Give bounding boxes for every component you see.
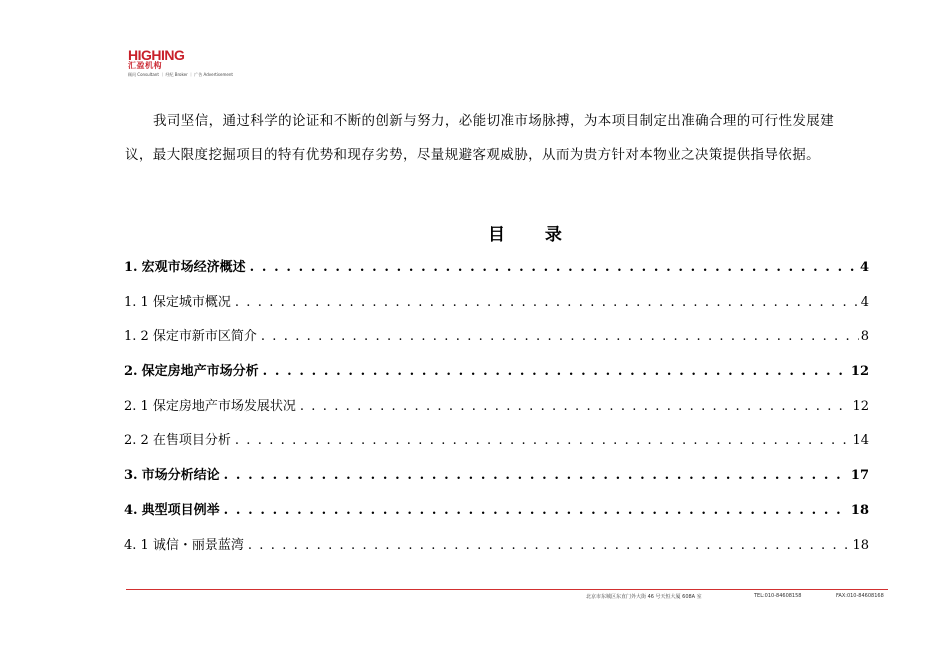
toc-leader-dots	[261, 329, 859, 344]
toc-entry-number: 4.	[124, 502, 138, 518]
toc-entry-text: 在售项目分析	[152, 433, 231, 449]
footer-address: 北京市东城区东直门外大街 46 号天恒大厦 608A 室	[586, 594, 702, 600]
company-logo	[128, 48, 268, 82]
toc-entry[interactable]	[124, 499, 869, 534]
footer-fax: FAX:010-84608168	[836, 593, 884, 599]
logo-chinese-name: 汇盈机构	[128, 61, 162, 70]
toc-entry-page: 12	[850, 364, 869, 380]
toc-leader-dots	[224, 503, 849, 518]
toc-leader-dots	[263, 364, 849, 379]
toc-entry-number: 1. 2	[124, 329, 149, 345]
toc-entry[interactable]	[124, 291, 869, 326]
toc-entry[interactable]	[124, 534, 869, 569]
toc-title: 目 录	[488, 225, 579, 245]
toc-entry-number: 4. 1	[124, 537, 149, 553]
toc-entry-number: 2. 2	[124, 433, 149, 449]
toc-entry-number: 1.	[124, 260, 138, 275]
toc-entry-page: 14	[852, 433, 869, 449]
intro-paragraph-text: 我司坚信，通过科学的论证和不断的创新与努力，必能切准市场脉搏，为本项目制定出准确合理的可行性发展建议，最大限度挖掘项目的特有优势和现存劣势，尽量规避客观威胁，从而为贵方针对本物业之决策提供指导依据。	[125, 113, 835, 163]
table-of-contents	[124, 256, 869, 568]
toc-entry-text: 典型项目例举	[141, 502, 220, 518]
toc-entry[interactable]	[124, 464, 869, 499]
toc-leader-dots	[250, 260, 858, 275]
toc-entry-page: 18	[850, 502, 869, 518]
toc-entry-text: 保定城市概况	[152, 294, 231, 310]
toc-leader-dots	[235, 433, 851, 448]
toc-entry[interactable]	[124, 395, 869, 430]
toc-entry-number: 2.	[124, 364, 138, 380]
footer-tel: TEL:010-84608158	[754, 593, 802, 599]
toc-leader-dots	[300, 399, 851, 414]
toc-entry-text: 诚信・丽景蓝湾	[152, 537, 244, 553]
toc-leader-dots	[224, 468, 849, 483]
toc-entry[interactable]	[124, 429, 869, 464]
toc-entry-text: 宏观市场经济概述	[141, 260, 246, 275]
toc-entry-number: 2. 1	[124, 398, 149, 414]
toc-entry-page: 4	[859, 260, 869, 275]
toc-entry[interactable]	[124, 360, 869, 395]
toc-entry[interactable]	[124, 325, 869, 360]
toc-entry-page: 8	[860, 329, 869, 345]
toc-entry-number: 1. 1	[124, 294, 149, 310]
toc-entry-page: 18	[852, 537, 869, 553]
toc-entry-number: 3.	[124, 468, 138, 484]
toc-entry[interactable]	[124, 256, 869, 291]
toc-entry-page: 17	[850, 468, 869, 484]
toc-entry-text: 保定房地产市场分析	[141, 364, 259, 380]
logo-wordmark: HIGHING	[128, 47, 185, 63]
footer-divider	[126, 589, 888, 590]
toc-leader-dots	[235, 295, 859, 310]
toc-entry-text: 保定房地产市场发展状况	[152, 398, 296, 414]
toc-entry-page: 4	[860, 294, 869, 310]
toc-leader-dots	[248, 538, 851, 553]
toc-entry-page: 12	[852, 398, 869, 414]
toc-entry-text: 市场分析结论	[141, 468, 220, 484]
intro-paragraph	[125, 104, 855, 172]
toc-entry-text: 保定市新市区简介	[152, 329, 257, 345]
logo-tagline: 顾问 Consultant ｜ 经纪 Broker ｜ 广告 Advertisement	[128, 72, 233, 77]
